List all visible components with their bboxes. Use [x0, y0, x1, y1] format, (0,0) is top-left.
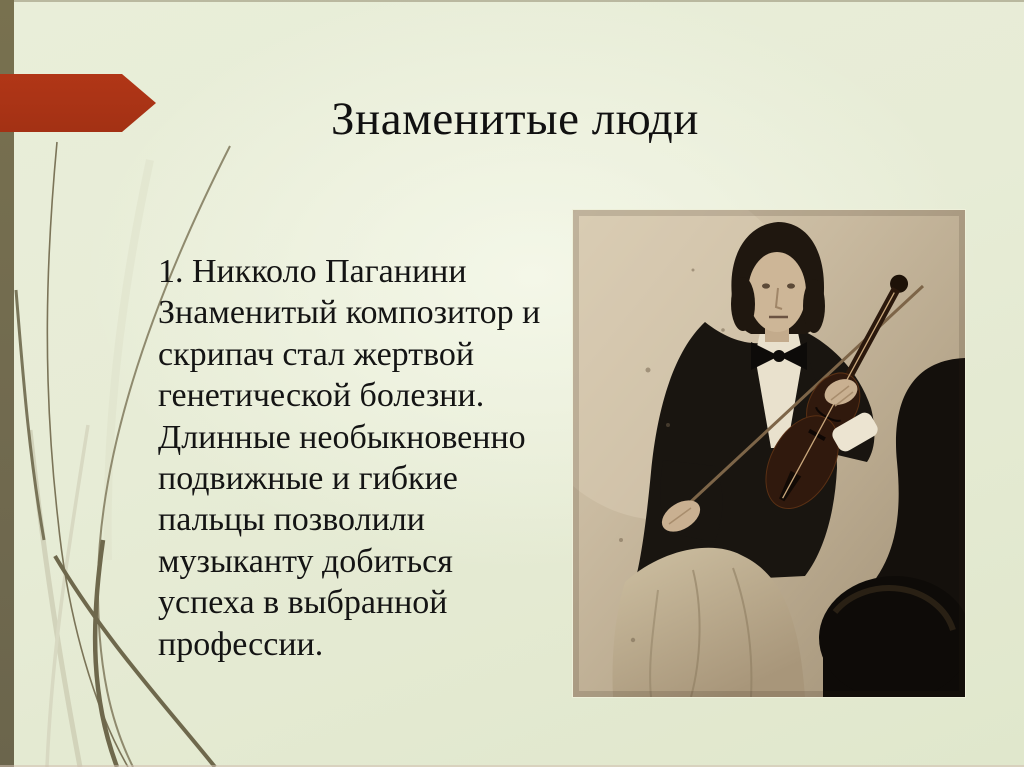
slide-title: Знаменитые люди — [331, 93, 699, 145]
body-text-line: Знаменитый композитор и — [158, 294, 541, 332]
body-text-line: скрипач стал жертвой — [158, 335, 475, 373]
body-text-line: пальцы позволили — [158, 501, 425, 539]
body-text-block — [158, 251, 598, 665]
red-arrow-shape — [0, 74, 158, 132]
body-text-line: 1. Никколо Паганини — [158, 253, 467, 290]
figure-head — [731, 222, 825, 342]
paganini-photo — [573, 210, 965, 697]
body-text-line: генетической болезни. — [158, 377, 485, 415]
body-text-line: профессии. — [158, 625, 324, 663]
body-text-line: успеха в выбранной — [158, 584, 448, 622]
body-text-line: Длинные необыкновенно — [158, 418, 526, 456]
top-edge-line — [0, 0, 1024, 2]
body-text-line: музыканту добиться — [158, 542, 453, 580]
body-text-line: подвижные и гибкие — [158, 460, 458, 498]
